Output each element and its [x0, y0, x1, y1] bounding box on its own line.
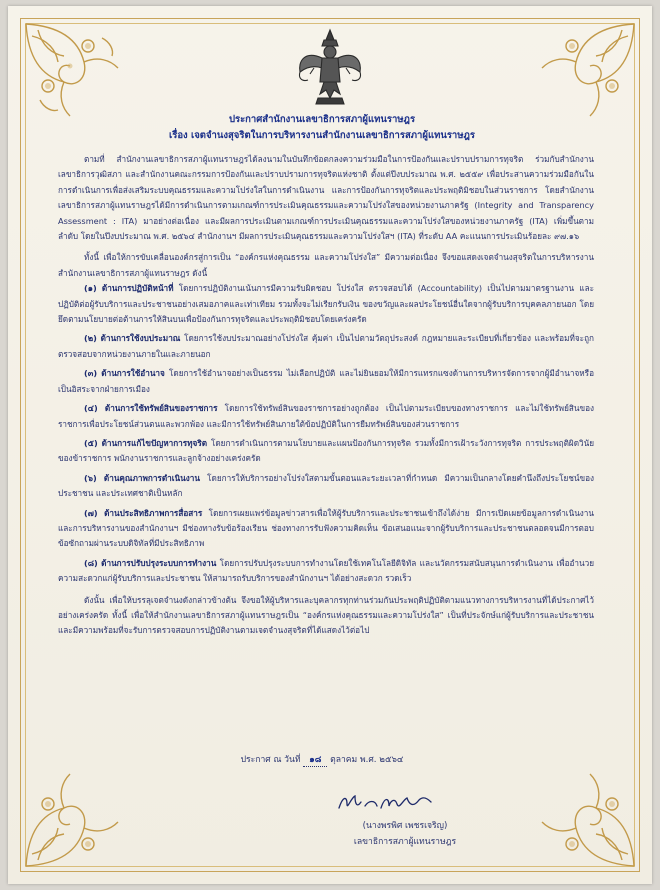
item-heading: ด้านประสิทธิภาพการสื่อสาร — [104, 507, 203, 518]
list-item — [58, 436, 594, 467]
item-heading: ด้านการใช้ทรัพย์สินของราชการ — [104, 403, 218, 414]
item-heading: ด้านการปฏิบัติหน้าที่ — [101, 283, 174, 294]
item-number: (๖) — [84, 472, 97, 483]
announcement-date-line — [0, 752, 644, 767]
item-heading: ด้านการแก้ไขปัญหาการทุจริต — [101, 437, 208, 448]
intro-paragraph: ตามที่ สำนักงานเลขาธิการสภาผู้แทนราษฎรได้ลงนามในบันทึกข้อตกลงความร่วมมือในการป้องกันและปราบปรามการทุจริต ร่วมกับสำนักงานเลขาธิการวุฒิสภา และสำนักงานคณะกรรมการป้องกันและปราบปรามการทุจริตแห่งชาติ ตั้งแต่ปีงบประมาณ พ.ศ. ๒๕๕๙ เพื่อประสานความร่วมมือกันในการดำเนินการเพื่อส่งเสริมระบบคุณธรรมและความโปร่งใสในการดำเนินงาน และการป้องกันการทุจริตและประพฤติมิชอบในส่วนราชการ โดยสำนักงานเลขาธิการสภาผู้แทนราษฎรได้มีการดำเนินการตามเกณฑ์การประเมินคุณธรรมและความโปร่งใสของหน่วยงานภาครัฐ (Integrity and Transparency Assessment : ITA) มาอย่างต่อเนื่อง และมีผลการประเมินตามเกณฑ์การประเมินคุณธรรมและความโปร่งใสของหน่วยงานภาครัฐ (ITA) เพิ่มขึ้นตามลำดับ โดยในปีงบประมาณ พ.ศ. ๒๕๖๔ สำนักงานฯ มีผลการประเมินคุณธรรมและความโปร่งใสฯ (ITA) ที่ระดับ AA คะแนนการประเมินร้อยละ ๙๗.๑๖ — [58, 154, 594, 242]
handwritten-signature — [335, 790, 435, 816]
item-text: โดยการใช้งบประมาณอย่างโปร่งใส คุ้มค่า เป็นไปตามวัตถุประสงค์ กฎหมายและระเบียบที่เกี่ยวข้อง และพร้อมที่จะถูกตรวจสอบจากหน่วยงานภายในและภายนอก — [58, 333, 594, 359]
announce-prefix: ประกาศ ณ วันที่ — [240, 755, 301, 765]
list-item — [58, 471, 594, 502]
item-number: (๗) — [84, 507, 98, 518]
list-item — [58, 556, 594, 587]
item-text: โดยการปฏิบัติงานเน้นการมีความรับผิดชอบ โปร่งใส ตรวจสอบได้ (Accountability) เป็นไปตามมาตรฐานงาน และปฏิบัติต่อผู้รับบริการและประชาชนอย่างเสมอภาคและเท่าเทียม รวมทั้งจะไม่เรียกรับเงิน ของขวัญและผลประโยชน์อื่นใดจากผู้รับบริการบุคคลภายนอก โดยยึดตามนโยบายต่อต้านการให้สินบนเพื่อป้องกันการทุจริตและประพฤติมิชอบโดยเคร่งครัด — [58, 283, 594, 325]
item-heading: ด้านคุณภาพการดำเนินงาน — [103, 472, 200, 483]
closing-paragraph: ดังนั้น เพื่อให้บรรลุเจตจำนงดังกล่าวข้างต้น จึงขอให้ผู้บริหารและบุคลากรทุกท่านร่วมกันประพฤติปฏิบัติตามแนวทางการบริหารงานที่ได้ประกาศไว้อย่างเคร่งครัด ทั้งนี้ เพื่อให้สำนักงานเลขาธิการสภาผู้แทนราษฎรเป็น “องค์กรแห่งคุณธรรมและความโปร่งใส” เป็นที่ประจักษ์แก่ผู้รับบริการและประชาชน และมีความพร้อมที่จะรับการตรวจสอบการปฏิบัติงานตามเจตจำนงสุจริตที่ได้แสดงไว้ต่อไป — [58, 594, 594, 636]
list-item — [58, 281, 594, 327]
announce-year: ๒๕๖๔ — [379, 755, 404, 765]
item-heading: ด้านการใช้อำนาจ — [101, 368, 165, 379]
signatory-title: เลขาธิการสภาผู้แทนราษฎร — [353, 837, 457, 847]
announce-day: ๑๘ — [303, 752, 327, 767]
item-heading: ด้านการใช้งบประมาณ — [100, 333, 181, 344]
item-number: (๔) — [84, 403, 98, 414]
floral-corner-ornament — [522, 754, 642, 874]
item-number: (๑) — [84, 283, 97, 294]
announce-year-prefix: พ.ศ. — [359, 755, 377, 765]
item-text: โดยการเผยแพร่ข้อมูลข่าวสารเพื่อให้ผู้รับบริการและประชาชนเข้าถึงได้ง่าย มีการเปิดเผยข้อมูลการดำเนินงานและการบริหารงานของสำนักงานฯ มีช่องทางรับข้อร้องเรียน ช่องทางการรับฟังความคิดเห็น ข้อเสนอแนะจากผู้รับบริการและประชาชนตลอดจนมีการตอบข้อซักถามผ่านระบบดิจิทัลที่มีประสิทธิภาพ — [58, 507, 594, 549]
item-heading: ด้านการปรับปรุงระบบการทำงาน — [101, 557, 217, 568]
document-title-line2: เรื่อง เจตจำนงสุจริตในการบริหารงานสำนักงานเลขาธิการสภาผู้แทนราษฎร — [168, 130, 476, 141]
item-text: โดยการใช้ทรัพย์สินของราชการอย่างถูกต้อง เป็นไปตามระเบียบของทางราชการ และไม่ใช้ทรัพย์สินของราชการเพื่อประโยชน์ส่วนตนและพวกพ้อง และมีการใช้ทรัพย์สินภายใต้ข้อปฏิบัติในการยืมทรัพย์สินของส่วนราชการ — [58, 403, 594, 429]
item-text: โดยการใช้อำนาจอย่างเป็นธรรม ไม่เลือกปฏิบัติ และไม่ยินยอมให้มีการแทรกแซงด้านการบริหารจัดการจากผู้มีอำนาจหรือเป็นอิสระจากฝ่ายการเมือง — [58, 368, 594, 394]
list-item — [58, 331, 594, 362]
item-text: โดยการปรับปรุงระบบการทำงานโดยใช้เทคโนโลยีดิจิทัล และนวัตกรรมสนับสนุนการดำเนินงาน เพื่ออำนวยความสะดวกแก่ผู้รับบริการและประชาชน ให้สามารถรับบริการของสำนักงานฯ ได้อย่างสะดวก รวดเร็ว — [58, 557, 595, 584]
item-number: (๘) — [84, 557, 98, 568]
item-number: (๕) — [84, 437, 98, 448]
item-number: (๓) — [84, 368, 98, 379]
item-text: โดยการดำเนินการตามนโยบายและแผนป้องกันการทุจริต รวมทั้งมีการเฝ้าระวังการทุจริต การประพฤติผิดวินัยของข้าราชการ พนักงานราชการและลูกจ้างอย่างเคร่งครัด — [58, 437, 594, 464]
document-body — [58, 152, 594, 639]
list-item — [58, 401, 594, 432]
item-text: โดยการให้บริการอย่างโปร่งใสตามขั้นตอนและระยะเวลาที่กำหนด มีความเป็นกลางโดยคำนึงถึงประโยชน์ของประชาชน และประเทศชาติเป็นหลัก — [58, 472, 594, 499]
document-title-line1: ประกาศสำนักงานเลขาธิการสภาผู้แทนราษฎร — [228, 114, 416, 125]
item-number: (๒) — [84, 333, 97, 344]
commitment-paragraph: ทั้งนี้ เพื่อให้การขับเคลื่อนองค์กรสู่การเป็น “องค์กรแห่งคุณธรรม และความโปร่งใส” มีความต่อเนื่อง จึงขอแสดงเจตจำนงสุจริตในการบริหารงานสำนักงานเลขาธิการสภาผู้แทนราษฎร ดังนี้ — [58, 252, 594, 278]
list-item — [58, 366, 594, 397]
floral-corner-ornament — [18, 754, 138, 874]
list-item — [58, 506, 594, 552]
garuda-emblem — [294, 28, 366, 106]
signatory-name: (นางพรพิศ เพชรเจริญ) — [362, 821, 448, 831]
commitment-list — [58, 281, 594, 586]
announce-month: ตุลาคม — [330, 755, 358, 765]
